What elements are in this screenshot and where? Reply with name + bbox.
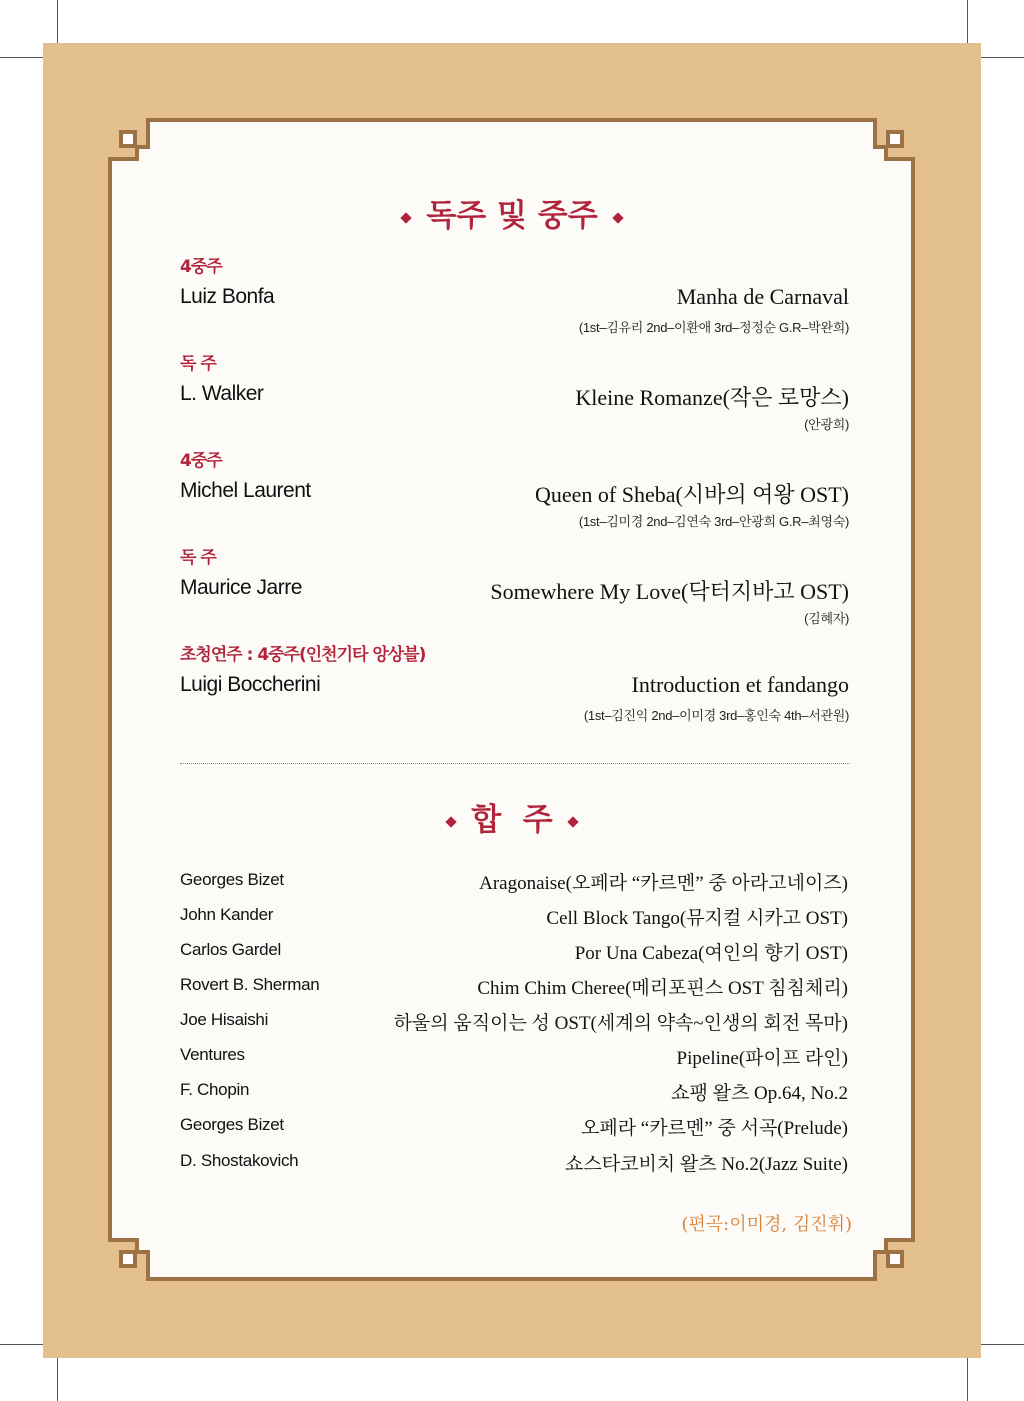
piece-title: 쇼스타코비치 왈츠 No.2(Jazz Suite) <box>565 1154 848 1175</box>
composer: Georges Bizet <box>180 1115 284 1134</box>
piece-title: Aragonaise(오페라 “카르멘” 중 아라고네이즈) <box>479 873 848 894</box>
piece-title: Cell Block Tango(뮤지컬 시카고 OST) <box>546 908 848 929</box>
piece-title: Por Una Cabeza(여인의 향기 OST) <box>574 943 848 964</box>
diamond-icon <box>612 212 623 223</box>
composer: Michel Laurent <box>180 479 311 502</box>
composer: John Kander <box>180 905 274 924</box>
performers: (1st–김진익 2nd–이미경 3rd–홍인숙 4th–서관원) <box>583 708 849 723</box>
section-title-text: 독주 및 중주 <box>426 198 598 234</box>
diamond-icon <box>567 816 578 827</box>
category-label: 4중주 <box>180 257 222 277</box>
category-label: 독 주 <box>180 354 216 374</box>
corner-square-icon <box>888 1252 902 1266</box>
piece-title: Introduction et fandango <box>631 672 849 697</box>
piece-title: Manha de Carnaval <box>676 284 849 309</box>
corner-square-icon <box>121 1252 135 1266</box>
category-label: 4중주 <box>180 451 222 471</box>
piece-title: 오페라 “카르멘” 중 서곡(Prelude) <box>581 1118 848 1139</box>
composer: Ventures <box>180 1045 245 1064</box>
performers: (안광희) <box>804 417 849 432</box>
performers: (1st–김유리 2nd–이환애 3rd–정정순 G.R–박완희) <box>578 320 849 335</box>
section-title-ensemble <box>0 794 1024 839</box>
performers: (김혜자) <box>804 611 849 626</box>
piece-title: 쇼팽 왈츠 Op.64, No.2 <box>671 1083 848 1104</box>
corner-square-icon <box>888 132 902 146</box>
composer: D. Shostakovich <box>180 1151 299 1170</box>
section-title-solo <box>0 190 1024 235</box>
section-title-text: 합 주 <box>471 802 553 838</box>
diamond-icon <box>446 816 457 827</box>
piece-title: Queen of Sheba(시바의 여왕 OST) <box>535 482 849 507</box>
piece-title: Pipeline(파이프 라인) <box>676 1048 848 1069</box>
piece-title: Kleine Romanze(작은 로망스) <box>575 385 849 410</box>
composer: Luiz Bonfa <box>180 285 275 308</box>
composer: Georges Bizet <box>180 870 284 889</box>
corner-square-icon <box>121 132 135 146</box>
piece-title: Somewhere My Love(닥터지바고 OST) <box>490 579 849 604</box>
composer: Carlos Gardel <box>180 940 281 959</box>
composer: L. Walker <box>180 382 264 405</box>
composer: Maurice Jarre <box>180 576 302 599</box>
piece-title: Chim Chim Cheree(메리포핀스 OST 침침체리) <box>477 978 848 999</box>
dotted-divider <box>180 763 850 764</box>
category-label: 독 주 <box>180 548 216 568</box>
composer: F. Chopin <box>180 1080 250 1099</box>
diamond-icon <box>401 212 412 223</box>
composer: Joe Hisaishi <box>180 1010 269 1029</box>
category-label: 초청연주 : 4중주(인천기타 앙상블) <box>180 645 426 665</box>
arrangement-credit: (편곡:이미경, 김진휘) <box>681 1214 852 1235</box>
piece-title: 하울의 움직이는 성 OST(세계의 약속~인생의 회전 목마) <box>393 1013 848 1034</box>
performers: (1st–김미경 2nd–김연숙 3rd–안광희 G.R–최영숙) <box>578 514 849 529</box>
composer: Luigi Boccherini <box>180 673 321 696</box>
composer: Rovert B. Sherman <box>180 975 320 994</box>
